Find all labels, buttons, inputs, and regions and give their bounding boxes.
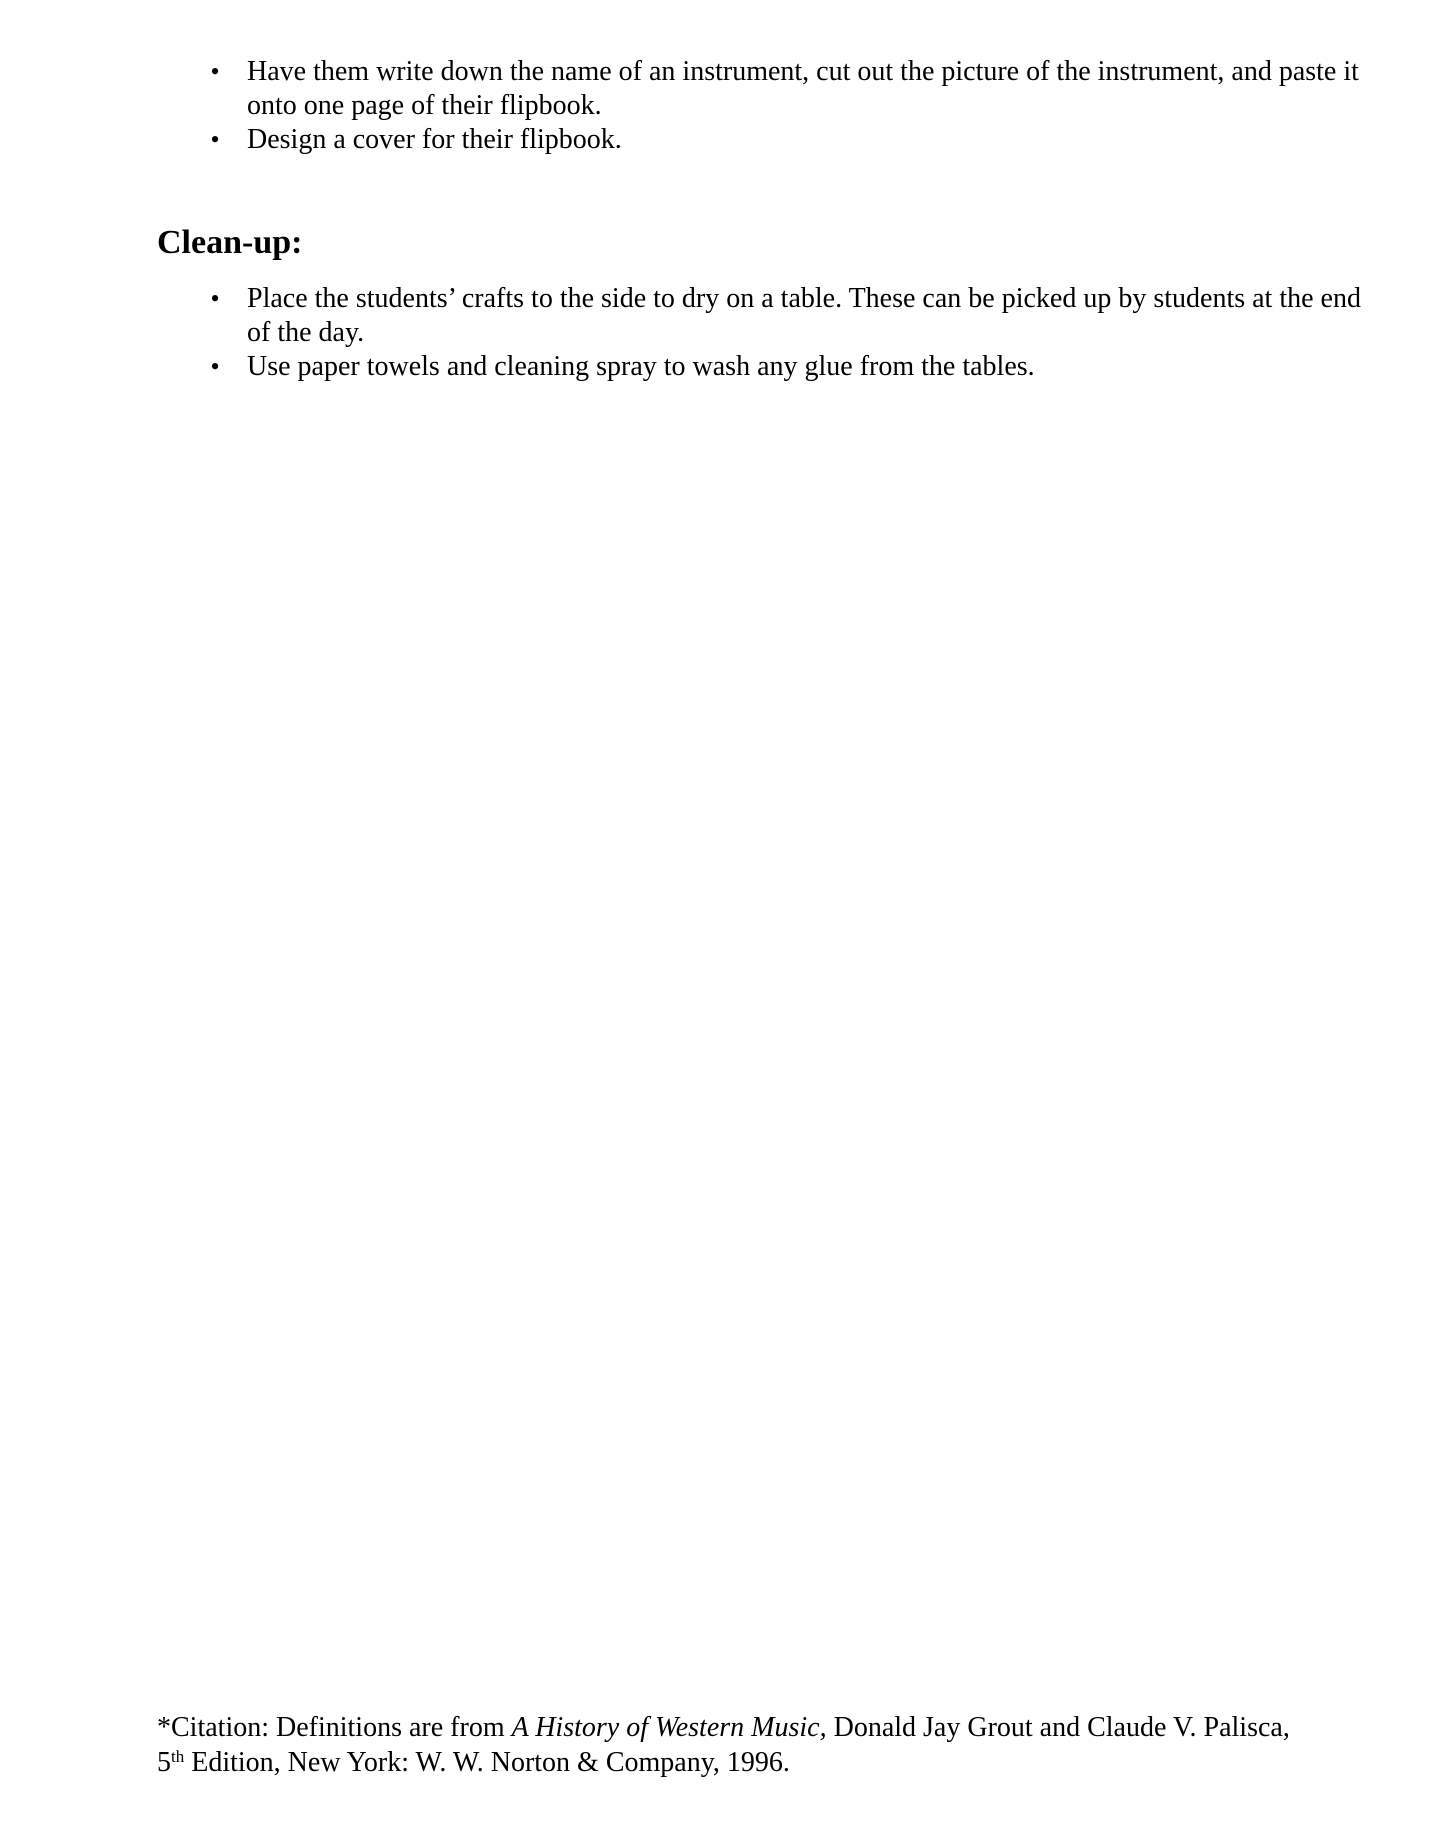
list-item: [205, 55, 1375, 123]
citation-book-title: A History of Western Music,: [511, 1712, 827, 1743]
citation-prefix: *Citation: Definitions are from: [157, 1712, 512, 1743]
citation-edition-suffix: th: [171, 1747, 185, 1766]
list-item: [205, 350, 1375, 384]
list-item-text: Design a cover for their flipbook.: [247, 124, 622, 155]
citation-edition-number: 5: [157, 1747, 171, 1778]
bullet-icon: •: [210, 125, 220, 154]
cleanup-heading: Clean-up:: [157, 224, 303, 261]
bullet-icon: •: [210, 284, 220, 313]
bullet-icon: •: [210, 57, 220, 86]
bullet-icon: •: [210, 352, 220, 381]
cleanup-list: [205, 282, 1375, 384]
citation-rest: Edition, New York: W. W. Norton & Company, 1996.: [184, 1747, 790, 1778]
instruction-list: [205, 55, 1375, 157]
list-item: [205, 123, 1375, 157]
list-item: [205, 282, 1375, 350]
list-item-text: Use paper towels and cleaning spray to wash any glue from the tables.: [247, 351, 1035, 382]
citation-footnote: [157, 1710, 1377, 1780]
list-item-text: Place the students’ crafts to the side to dry on a table. These can be picked up by students at the end of the day.: [247, 283, 1361, 348]
list-item-text: Have them write down the name of an instrument, cut out the picture of the instrument, and paste it onto one page of their flipbook.: [247, 56, 1359, 121]
citation-authors: Donald Jay Grout and Claude V. Palisca,: [826, 1712, 1290, 1743]
